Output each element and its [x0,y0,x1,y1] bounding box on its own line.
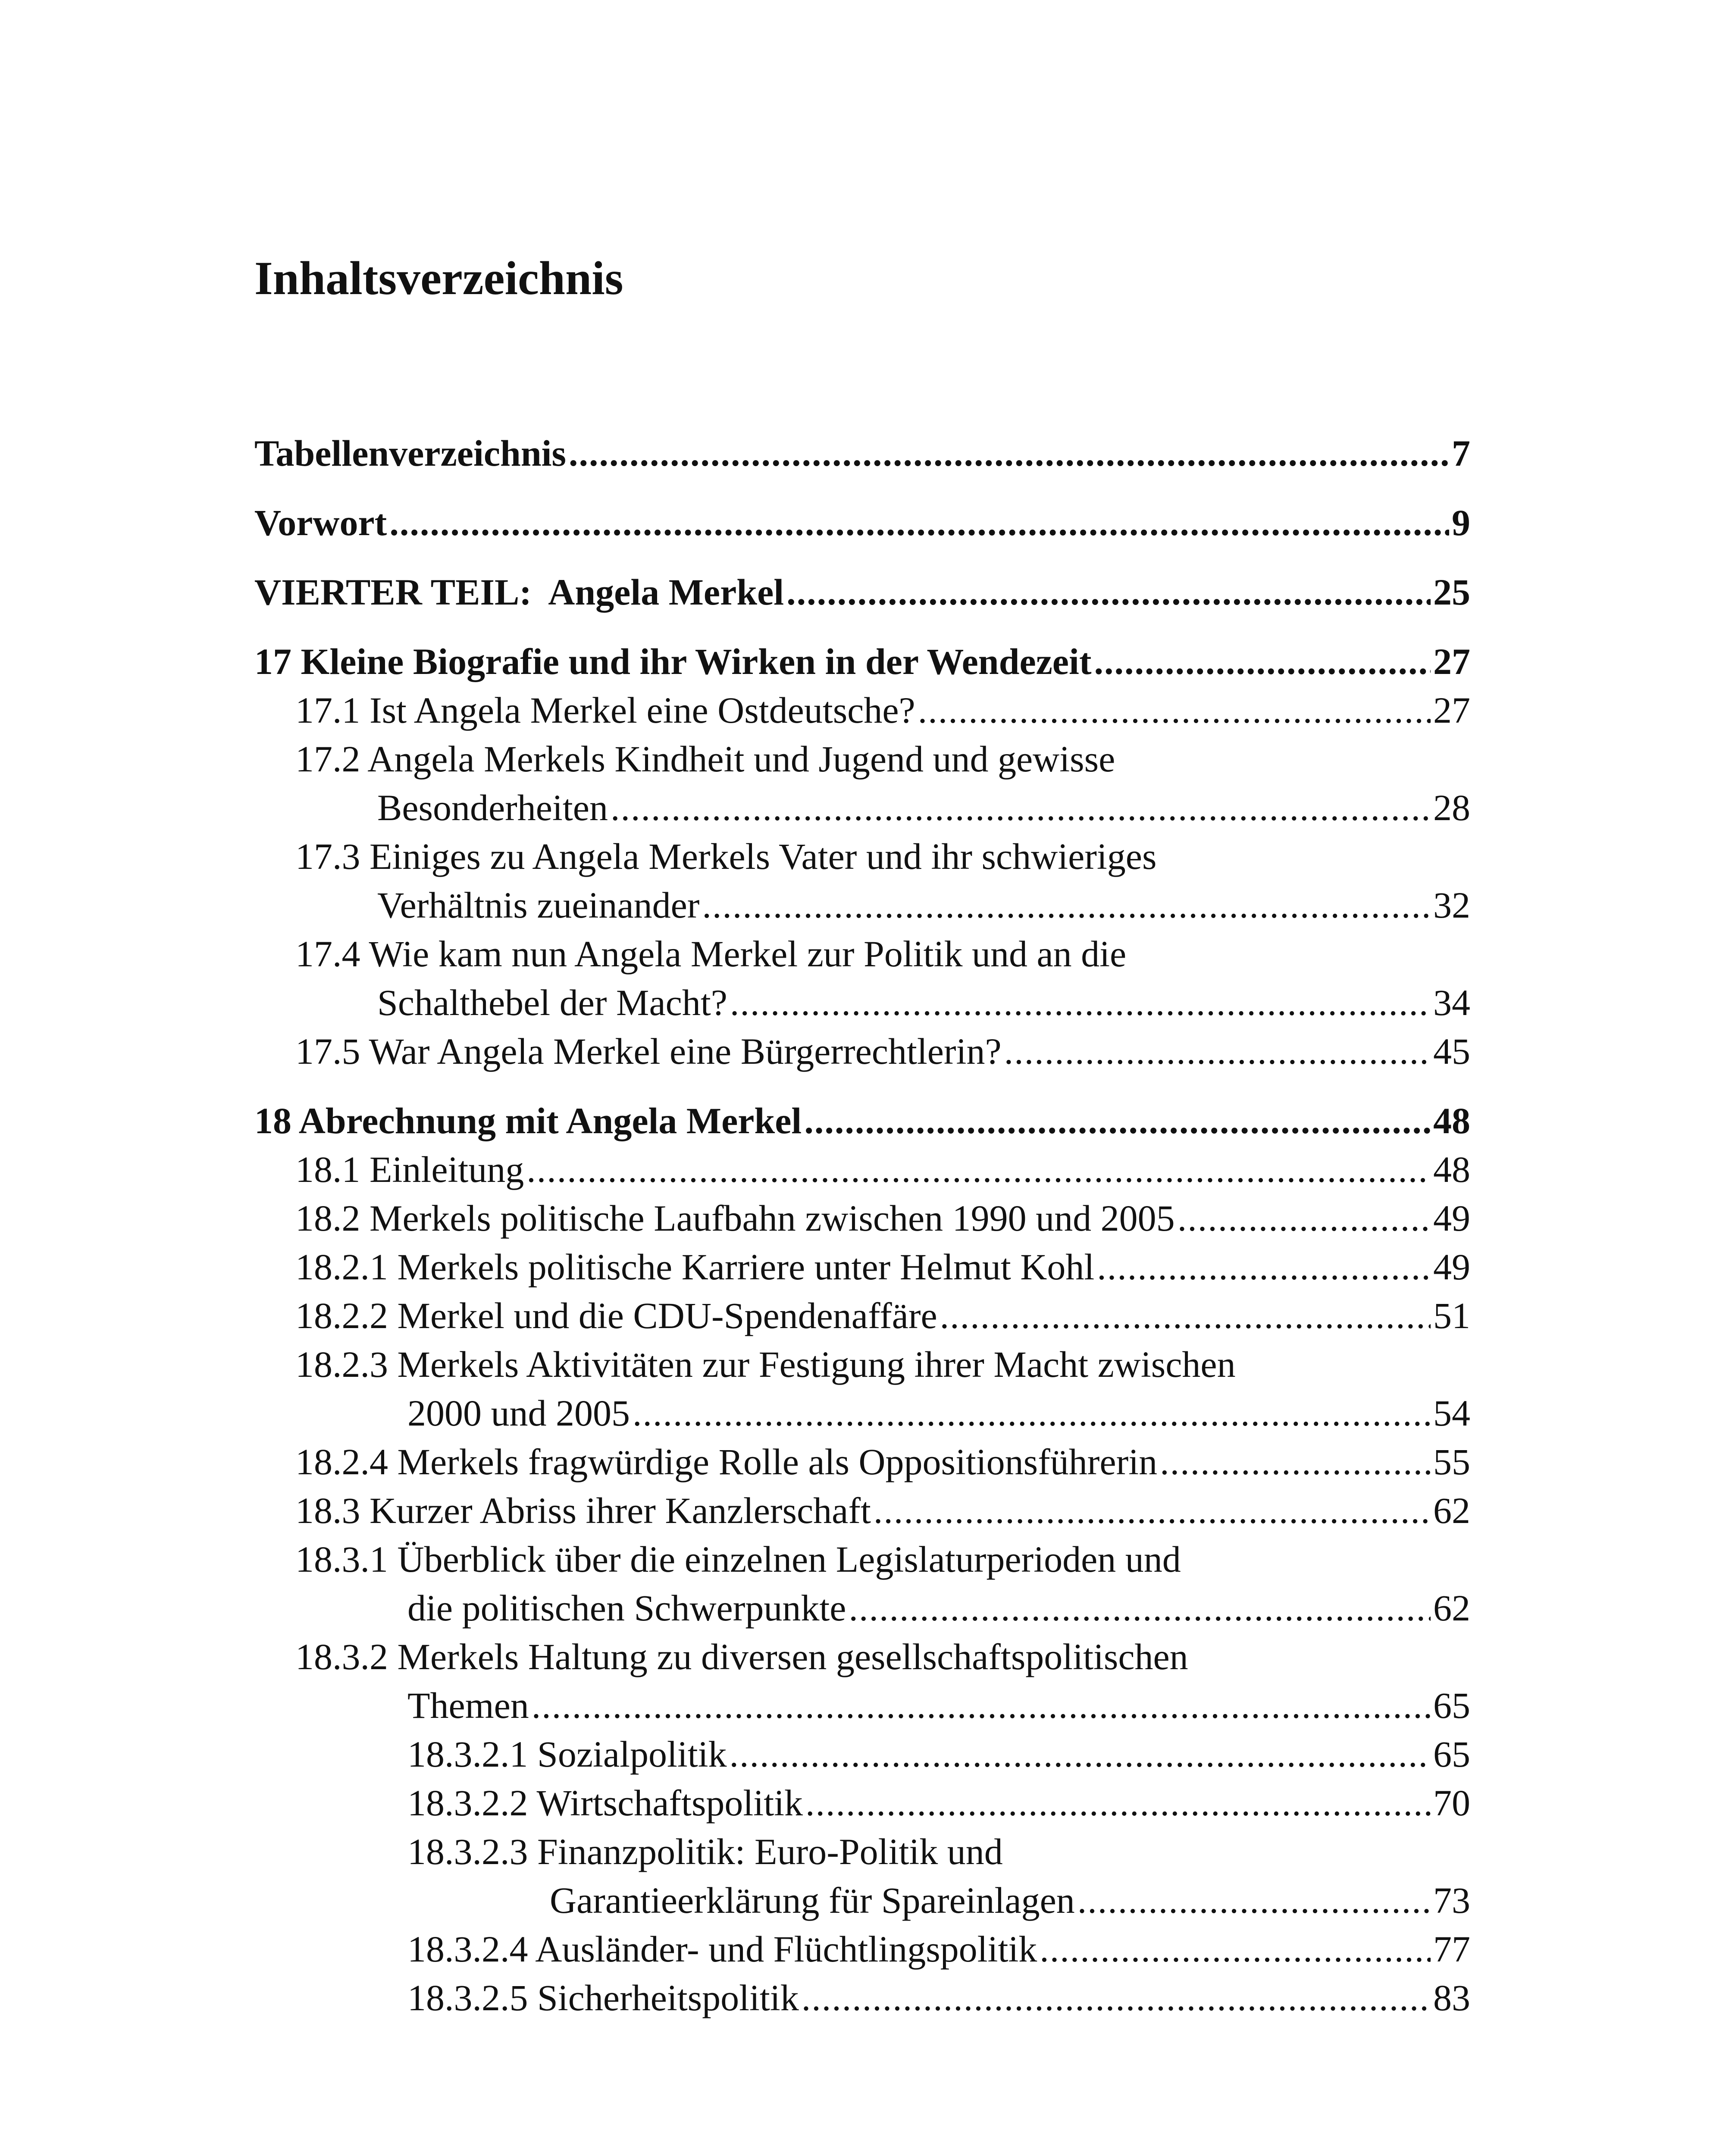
toc-entry-vorwort[interactable] [254,498,1470,547]
toc-page-number: 32 [1433,884,1470,926]
dot-leader [1040,1925,1431,1974]
toc-list [254,429,1470,2022]
dot-leader [730,978,1431,1027]
toc-entry-label: 18.2.4 Merkels fragwürdige Rolle als Oppositionsführerin [295,1441,1158,1482]
toc-entry-18-3-2-4[interactable] [254,1925,1470,1974]
dot-leader [633,1389,1431,1438]
toc-entry-17-1[interactable] [254,686,1470,735]
toc-entry-chapter-17[interactable] [254,637,1470,686]
toc-page-number: 49 [1433,1246,1470,1288]
dot-leader [786,568,1431,617]
toc-entry-label: Vorwort [254,502,387,543]
toc-entry-label: 18.3.2.4 Ausländer- und Flüchtlingspolitik [407,1928,1037,1970]
toc-entry-17-4[interactable] [254,930,1470,1027]
toc-entry-label: 18.2 Merkels politische Laufbahn zwischen 1990 und 2005 [295,1197,1175,1239]
toc-entry-label: 18.1 Einleitung [295,1149,524,1190]
toc-entry-label: 18.2.1 Merkels politische Karriere unter Helmut Kohl [295,1246,1095,1288]
toc-entry-label: 17.1 Ist Angela Merkel eine Ostdeutsche? [295,689,915,731]
toc-page [254,250,1470,2022]
toc-entry-first-line: 18.3.1 Überblick über die einzelnen Legislaturperioden und [295,1539,1181,1580]
toc-entry-label: Tabellenverzeichnis [254,432,567,474]
toc-entry-18-3-2-2[interactable] [254,1779,1470,1827]
dot-leader [1094,637,1431,686]
toc-entry-label: 18.3.2.2 Wirtschaftspolitik [407,1782,803,1824]
toc-entry-first-line: 18.3.2 Merkels Haltung zu diversen gesellschaftspolitischen [295,1636,1188,1677]
dot-leader [1178,1194,1431,1243]
dot-leader [1097,1243,1431,1291]
toc-entry-18-2-1[interactable] [254,1243,1470,1291]
dot-leader [849,1584,1431,1633]
toc-entry-18-2-4[interactable] [254,1438,1470,1486]
toc-entry-18-2-2[interactable] [254,1291,1470,1340]
toc-page-number: 9 [1452,502,1470,543]
toc-entry-first-line: 17.3 Einiges zu Angela Merkels Vater und ihr schwieriges [295,836,1157,877]
toc-entry-18-3-1[interactable] [254,1535,1470,1633]
toc-entry-label: 18.3.2.5 Sicherheitspolitik [407,1977,799,2018]
dot-leader [611,783,1431,832]
toc-entry-17-2[interactable] [254,735,1470,832]
toc-entry-18-2-3[interactable] [254,1340,1470,1438]
toc-page-number: 62 [1433,1587,1470,1629]
dot-leader [702,881,1431,930]
dot-leader [1077,1876,1431,1925]
toc-page-number: 65 [1433,1733,1470,1775]
toc-page-number: 54 [1433,1392,1470,1434]
dot-leader [802,1974,1431,2022]
dot-leader [389,498,1449,547]
toc-entry-label: 18.3.2.1 Sozialpolitik [407,1733,727,1775]
toc-entry-first-line: 18.2.3 Merkels Aktivitäten zur Festigung ihrer Macht zwischen [295,1344,1236,1385]
dot-leader [569,429,1449,478]
toc-entry-first-line: 17.4 Wie kam nun Angela Merkel zur Politik und an die [295,933,1127,975]
dot-leader [804,1097,1431,1145]
toc-entry-18-3-2-1[interactable] [254,1730,1470,1779]
toc-entry-label: 18.3 Kurzer Abriss ihrer Kanzlerschaft [295,1490,871,1531]
toc-entry-label: Schalthebel der Macht? [377,982,727,1023]
toc-page-number: 7 [1452,432,1470,474]
toc-entry-18-1[interactable] [254,1145,1470,1194]
toc-page-number: 51 [1433,1295,1470,1336]
toc-page-number: 48 [1433,1149,1470,1190]
toc-entry-17-3[interactable] [254,832,1470,930]
dot-leader [532,1681,1431,1730]
toc-entry-18-3-2-5[interactable] [254,1974,1470,2022]
toc-entry-chapter-18[interactable] [254,1097,1470,1145]
toc-entry-label: 17.5 War Angela Merkel eine Bürgerrechtlerin? [295,1031,1002,1072]
toc-entry-first-line: 17.2 Angela Merkels Kindheit und Jugend und gewisse [295,738,1115,780]
toc-entry-label: Verhältnis zueinander [377,884,700,926]
toc-page-number: 73 [1433,1880,1470,1921]
dot-leader [1160,1438,1431,1486]
toc-page-number: 27 [1433,641,1470,682]
toc-page-number: 77 [1433,1928,1470,1970]
toc-page-number: 65 [1433,1685,1470,1726]
toc-page-number: 27 [1433,689,1470,731]
toc-entry-label: 17 Kleine Biografie und ihr Wirken in der Wendezeit [254,641,1092,682]
toc-entry-18-3-2-3[interactable] [254,1827,1470,1925]
toc-entry-first-line: 18.3.2.3 Finanzpolitik: Euro-Politik und [407,1831,1003,1872]
toc-entry-18-2[interactable] [254,1194,1470,1243]
toc-page-number: 25 [1433,571,1470,613]
toc-entry-label: 2000 und 2005 [407,1392,630,1434]
toc-entry-label: Garantieerklärung für Spareinlagen [550,1880,1075,1921]
toc-entry-18-3[interactable] [254,1486,1470,1535]
toc-page-number: 28 [1433,787,1470,828]
toc-page-number: 62 [1433,1490,1470,1531]
toc-entry-vierter-teil[interactable] [254,568,1470,617]
toc-entry-17-5[interactable] [254,1027,1470,1076]
toc-page-number: 45 [1433,1031,1470,1072]
toc-page-number: 34 [1433,982,1470,1023]
toc-page-number: 70 [1433,1782,1470,1824]
toc-entry-tabellenverzeichnis[interactable] [254,429,1470,478]
toc-entry-label: VIERTER TEIL: Angela Merkel [254,571,784,613]
toc-entry-label: Besonderheiten [377,787,608,828]
toc-entry-label: Themen [407,1685,529,1726]
dot-leader [526,1145,1431,1194]
dot-leader [730,1730,1431,1779]
toc-entry-18-3-2[interactable] [254,1633,1470,1730]
toc-page-number: 55 [1433,1441,1470,1482]
dot-leader [874,1486,1431,1535]
dot-leader [940,1291,1431,1340]
dot-leader [805,1779,1431,1827]
toc-entry-label: 18.2.2 Merkel und die CDU-Spendenaffäre [295,1295,937,1336]
page-title: Inhaltsverzeichnis [254,252,623,304]
dot-leader [1004,1027,1431,1076]
dot-leader [918,686,1431,735]
toc-entry-label: die politischen Schwerpunkte [407,1587,846,1629]
toc-page-number: 83 [1433,1977,1470,2018]
toc-page-number: 49 [1433,1197,1470,1239]
toc-entry-label: 18 Abrechnung mit Angela Merkel [254,1100,802,1141]
toc-page-number: 48 [1433,1100,1470,1141]
